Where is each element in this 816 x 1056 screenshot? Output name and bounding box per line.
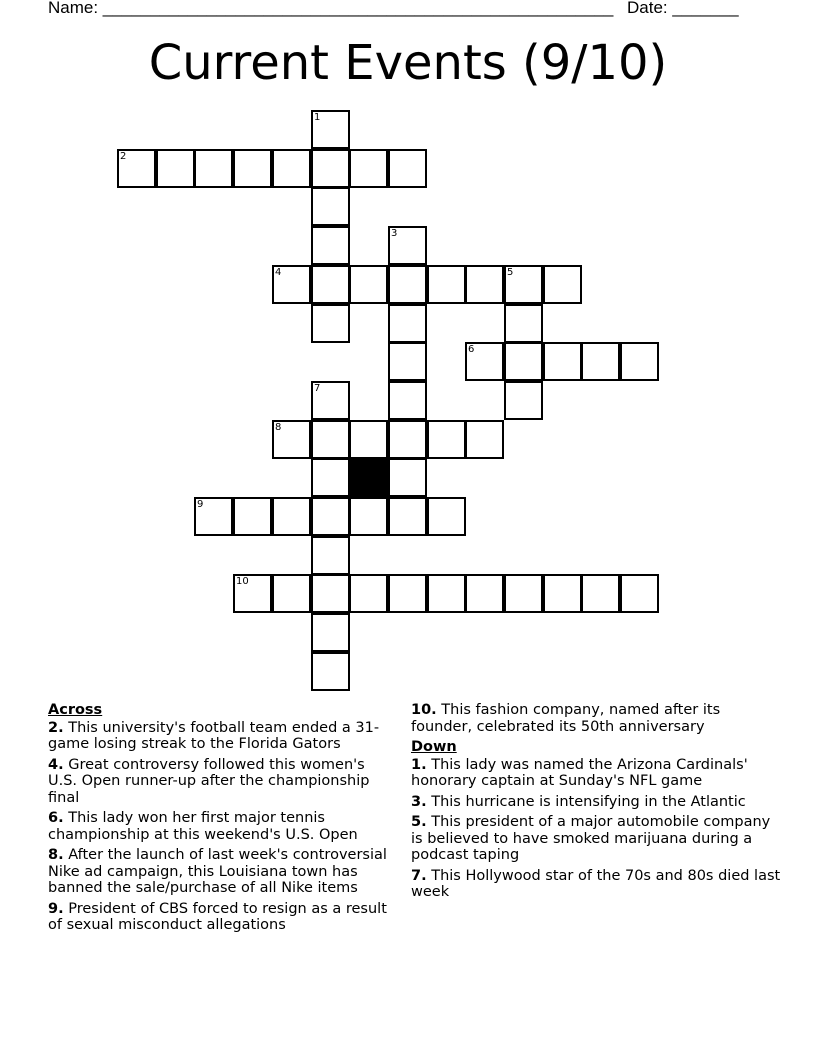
- grid-cell[interactable]: [504, 265, 543, 304]
- grid-cell[interactable]: [388, 420, 427, 459]
- clue-across-2: 2. This university's football team ended a 31-game losing streak to the Florida Gators: [48, 719, 380, 752]
- clue-number: 9: [197, 499, 204, 510]
- grid-cell[interactable]: [156, 149, 195, 188]
- clue-number: 2: [120, 151, 127, 162]
- name-field[interactable]: Name: ______________________________________________________: [48, 0, 614, 17]
- clue-down-7: 7. This Hollywood star of the 70s and 80s died last week: [411, 867, 781, 900]
- clue-number: 4: [275, 267, 282, 278]
- grid-cell[interactable]: [233, 149, 272, 188]
- grid-cell[interactable]: [427, 497, 466, 536]
- grid-cell[interactable]: [504, 304, 543, 343]
- clue-number: 7: [314, 383, 321, 394]
- grid-cell[interactable]: [194, 497, 233, 536]
- clue-number: 3: [391, 228, 398, 239]
- clue-number: 5: [507, 267, 514, 278]
- grid-cell[interactable]: [349, 420, 388, 459]
- grid-cell[interactable]: [388, 381, 427, 420]
- grid-cell[interactable]: [388, 574, 427, 613]
- grid-cell[interactable]: [543, 574, 582, 613]
- grid-cell[interactable]: [388, 458, 427, 497]
- clue-number: 8: [275, 422, 282, 433]
- clue-down-5: 5. This president of a major automobile company is believed to have smoked marijuana during a podcast taping: [411, 814, 771, 863]
- grid-cell[interactable]: [465, 574, 504, 613]
- grid-cell[interactable]: [233, 574, 272, 613]
- grid-cell[interactable]: [272, 149, 311, 188]
- grid-cell[interactable]: [272, 574, 311, 613]
- grid-cell[interactable]: [349, 149, 388, 188]
- grid-cell[interactable]: [620, 574, 659, 613]
- grid-cell[interactable]: [311, 381, 350, 420]
- grid-cell[interactable]: [311, 149, 350, 188]
- grid-cell[interactable]: [465, 342, 504, 381]
- clue-across-10: 10. This fashion company, named after its founder, celebrated its 50th anniversary: [411, 702, 721, 735]
- grid-cell[interactable]: [504, 342, 543, 381]
- grid-cell[interactable]: [543, 265, 582, 304]
- grid-cell[interactable]: [311, 536, 350, 575]
- clue-across-9: 9. President of CBS forced to resign as a result of sexual misconduct allegations: [48, 900, 387, 933]
- grid-cell[interactable]: [581, 574, 620, 613]
- grid-cell[interactable]: [349, 497, 388, 536]
- grid-cell[interactable]: [620, 342, 659, 381]
- clue-down-3: 3. This hurricane is intensifying in the Atlantic: [411, 793, 746, 810]
- clues-right-column: [411, 702, 781, 905]
- grid-cell[interactable]: [465, 420, 504, 459]
- grid-cell[interactable]: [311, 613, 350, 652]
- grid-cell[interactable]: [349, 265, 388, 304]
- clue-across-6: 6. This lady won her first major tennis championship at this weekend's U.S. Open: [48, 810, 358, 843]
- grid-cell[interactable]: [388, 342, 427, 381]
- grid-cell[interactable]: [504, 381, 543, 420]
- grid-cell[interactable]: [272, 497, 311, 536]
- clue-across-8: 8. After the launch of last week's controversial Nike ad campaign, this Louisiana town has banned the sale/purchase of all Nike items: [48, 847, 387, 896]
- clue-down-1: 1. This lady was named the Arizona Cardinals' honorary captain at Sunday's NFL game: [411, 756, 748, 789]
- grid-cell[interactable]: [465, 265, 504, 304]
- grid-cell[interactable]: [272, 265, 311, 304]
- grid-cell[interactable]: [233, 497, 272, 536]
- grid-cell[interactable]: [581, 342, 620, 381]
- grid-cell[interactable]: [311, 574, 350, 613]
- grid-cell[interactable]: [388, 304, 427, 343]
- grid-cell[interactable]: [388, 149, 427, 188]
- grid-cell[interactable]: [311, 652, 350, 691]
- grid-cell[interactable]: [311, 187, 350, 226]
- grid-cell[interactable]: [311, 226, 350, 265]
- grid-cell[interactable]: [427, 574, 466, 613]
- grid-cell[interactable]: [388, 226, 427, 265]
- date-field[interactable]: Date: _______: [627, 0, 739, 17]
- clue-number: 6: [468, 344, 475, 355]
- grid-cell[interactable]: [311, 458, 350, 497]
- grid-cell[interactable]: [311, 265, 350, 304]
- grid-cell[interactable]: [388, 497, 427, 536]
- grid-cell[interactable]: [311, 420, 350, 459]
- grid-cell[interactable]: [427, 265, 466, 304]
- grid-cell[interactable]: [388, 265, 427, 304]
- grid-cell[interactable]: [311, 497, 350, 536]
- grid-cell[interactable]: [504, 574, 543, 613]
- grid-cell[interactable]: [543, 342, 582, 381]
- clue-number: 1: [314, 112, 321, 123]
- clue-across-4: 4. Great controversy followed this women's U.S. Open runner-up after the championship final: [48, 756, 370, 806]
- grid-cell[interactable]: [427, 420, 466, 459]
- clues-left-column: [48, 702, 398, 938]
- page-title: Current Events (9/10): [148, 35, 668, 91]
- grid-cell[interactable]: [349, 574, 388, 613]
- grid-cell[interactable]: [311, 110, 350, 149]
- grid-cell[interactable]: [272, 420, 311, 459]
- down-heading: Down: [411, 739, 457, 755]
- blocked-cell: [349, 458, 388, 497]
- grid-cell[interactable]: [117, 149, 156, 188]
- clue-number: 10: [236, 576, 249, 587]
- grid-cell[interactable]: [194, 149, 233, 188]
- grid-cell[interactable]: [311, 304, 350, 343]
- across-heading: Across: [48, 702, 103, 718]
